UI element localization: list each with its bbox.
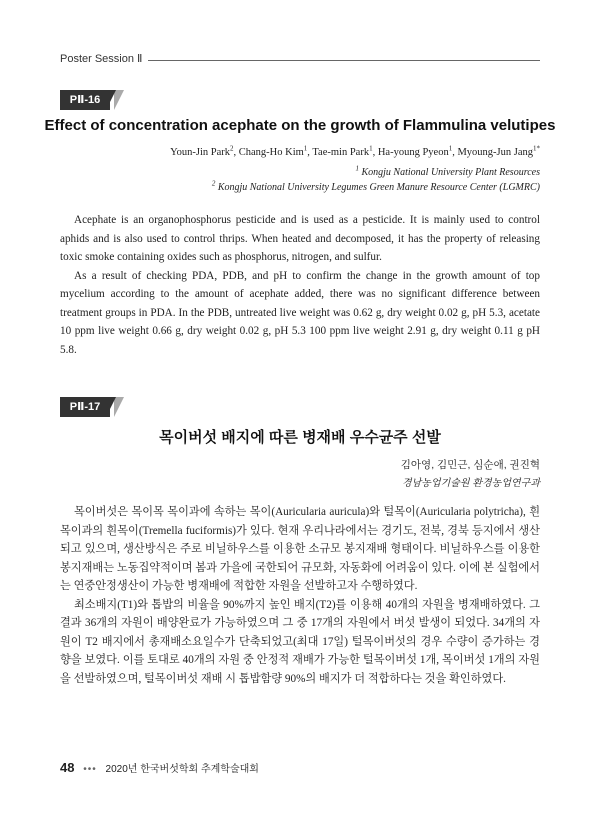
author: Chang-Ho Kim$^1$ (238, 144, 308, 158)
abstract-title: 목이버섯 배지에 따른 병재배 우수균주 선발 (159, 429, 441, 446)
abstract-title: Effect of concentration acephate on the growth of Flammulina velutipes (44, 117, 556, 134)
affiliation-2: $^2$ Kongju National University Legumes Green Manure Resource Center (LGMRC) (211, 179, 540, 193)
abstract-badge-label: PⅡ-17 (60, 397, 110, 417)
body-paragraph: As a result of checking PDA, PDB, and pH to confirm the change in the growth amount of top mycelium according to the amount of acephate added, there was no significant difference between treatment groups in PDA. In the PDB, untreated live weight was 0.62 g, dry weight 0.02 g, pH 5.3, acetate 10 ppm live weight 0.66 g, dry weight 0.02 g, pH 5.3 100 ppm live weight 2.91 g, dry weight 0.11 g pH 5.8. (60, 269, 540, 356)
body-paragraph: Acephate is an organophosphorus pesticide and is used as a pesticide. It is mainly used to control aphids and is also used to control thrips. When heated and decomposed, it has the property of releasing toxic smoke containing oxides such as phosphorus, nitrogen, and sulfur. (60, 214, 540, 263)
abstract-badge (60, 397, 124, 417)
author-list: Youn-Jin Park$^2$, Chang-Ho Kim$^1$, Tae-min Park$^1$, Ha-young Pyeon$^1$, Myoung-Jun Jang$^{1*}$ (170, 144, 540, 158)
abstract-body (60, 211, 540, 359)
abstract-badge (60, 90, 124, 110)
author: Tae-min Park$^1$ (312, 144, 373, 158)
author-list: 김아영, 김민근, 심순애, 권진혁 (400, 459, 540, 471)
body-paragraph: 목이버섯은 목이목 목이과에 속하는 목이(Auricularia auricula)와 털목이(Auricularia polytricha), 흰목이과의 흰목이(Tremella fuciformis)가 있다. 현재 우리나라에서는 경기도, 전북, 경북 등지에서 생산되고 있으며, 생산방식은 주로 비닐하우스를 이용한 소규모 봉지재배 형태이다. 비닐하우스를 이용한 봉지재배는 노동집약적이며 봄과 가을에 국한되어 규모화, 자동화에 어려움이 있다. 이에 본 실험에서는 연중안정생산이 가능한 병재배에 적합한 자원을 선발하고자 수행하였다. (60, 506, 540, 592)
page-number: 48 (60, 760, 75, 775)
conference-name: 2020년 한국버섯학회 추계학술대회 (105, 764, 259, 775)
author: Youn-Jin Park$^2$ (170, 144, 234, 158)
author: Myoung-Jun Jang$^{1*}$ (457, 144, 540, 158)
section-label: Poster Session Ⅱ (60, 52, 148, 65)
author: Ha-young Pyeon$^1$ (377, 144, 453, 158)
abstract-badge-label: PⅡ-16 (60, 90, 110, 110)
affiliation: 경남농업기술원 환경농업연구과 (401, 478, 540, 489)
affiliation-1: $^1$ Kongju National University Plant Resources (355, 164, 540, 178)
page-footer (60, 760, 259, 775)
footer-dots: ••• (83, 764, 97, 775)
running-header (60, 52, 540, 68)
abstract-body (60, 503, 540, 688)
body-paragraph: 최소배지(T1)와 톱밥의 비율을 90%까지 높인 배지(T2)를 이용해 40개의 자원을 병재배하였다. 그 결과 36개의 자원이 배양완료가 가능하였으며 그 중 17개의 자원에서 버섯 발생이 되었다. 34개의 자원이 T2 배지에서 총재배소요일수가 단축되었고(최대 17일) 털목이버섯의 경우 수량이 증가하는 경향을 보였다. 이를 토대로 40개의 자원 중 안정적 재배가 가능한 털목이버섯 1개, 목이버섯 1개의 자원을 선발하였으며, 털목이버섯 재배 시 톱밥함량 90%의 배지가 더 적합하다는 것을 확인하였다. (60, 598, 540, 685)
